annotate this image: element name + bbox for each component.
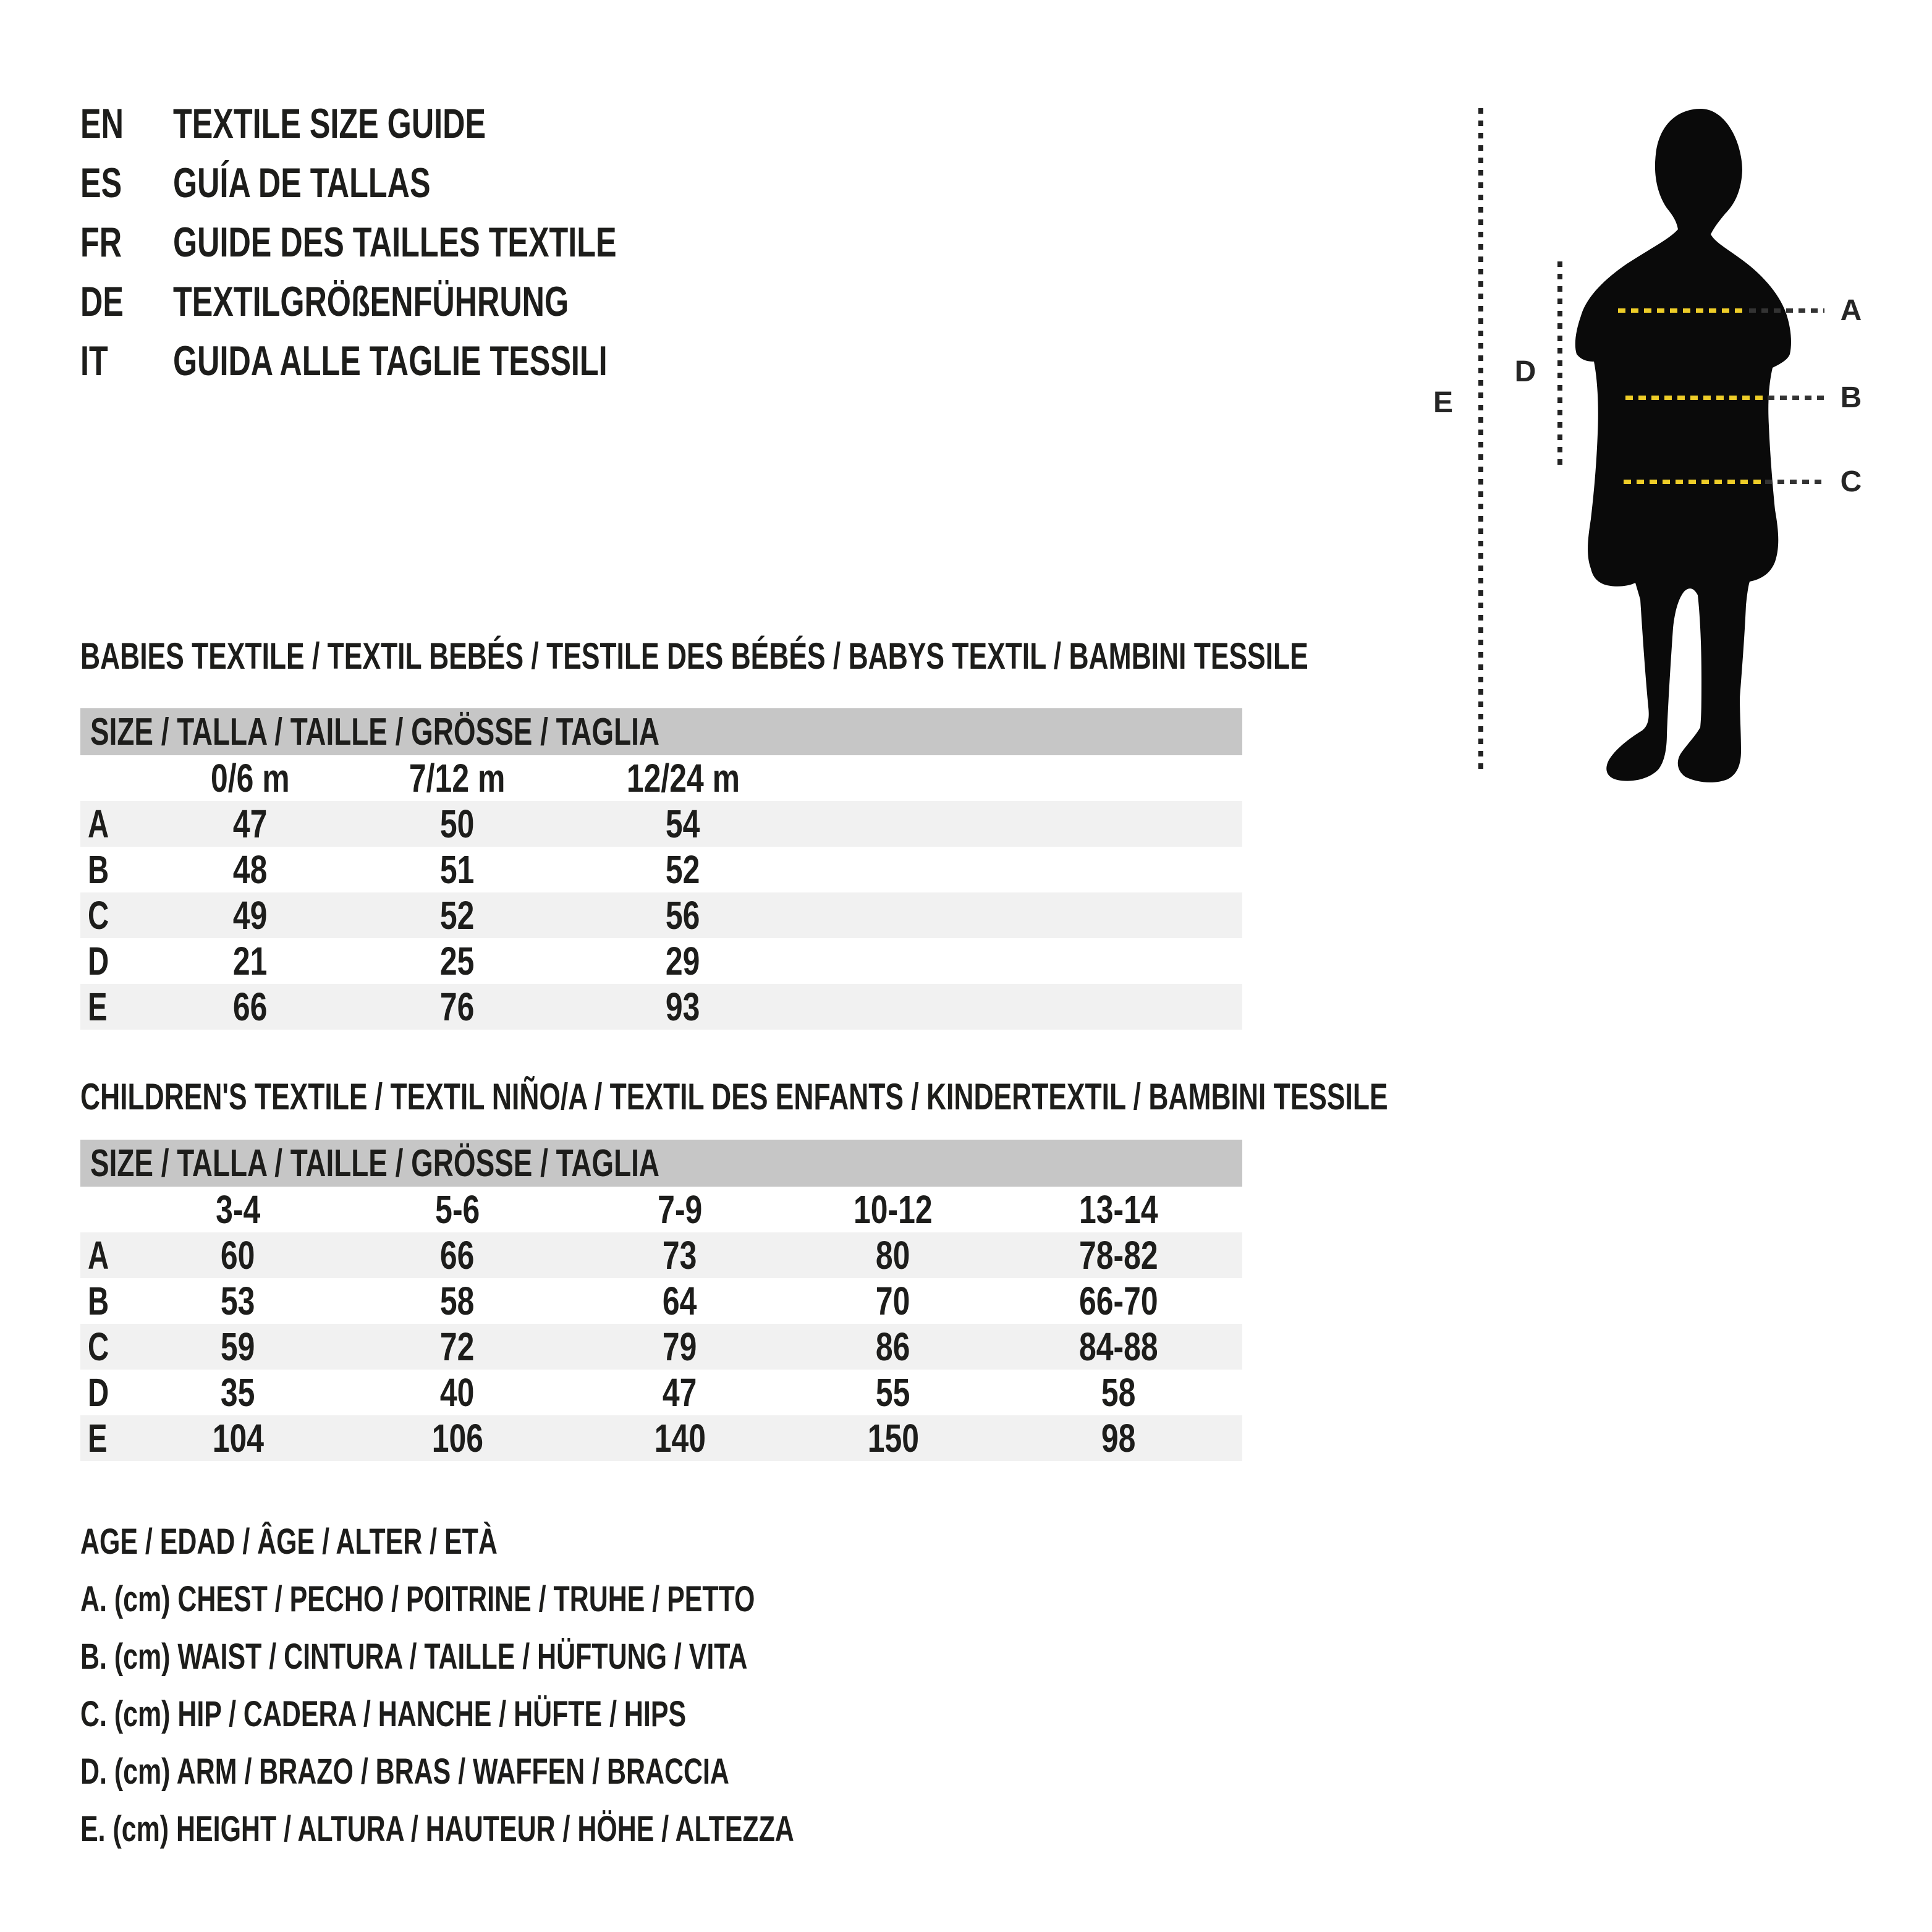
cell-value: 66	[440, 1233, 475, 1277]
language-row-es	[80, 153, 773, 213]
legend-age: AGE / EDAD / ÂGE / ALTER / ETÀ	[80, 1522, 498, 1562]
babies-column-0-6m: 0/6 m	[211, 756, 290, 800]
language-row-de	[80, 272, 773, 331]
babies-row-height	[80, 984, 1242, 1030]
cell-value: 78-82	[1079, 1233, 1158, 1277]
children-section-title: CHILDREN'S TEXTILE / TEXTIL NIÑO/A / TEXTIL DES ENFANTS / KINDERTEXTIL / BAMBINI TESSILE	[80, 1076, 1388, 1117]
cell-value: 140	[654, 1416, 706, 1460]
guide-title-es: GUÍA DE TALLAS	[173, 159, 431, 206]
children-column-5-6: 5-6	[434, 1187, 480, 1232]
cell-value: 59	[221, 1324, 255, 1369]
cell-value: 73	[663, 1233, 697, 1277]
cell-value: 49	[233, 893, 268, 938]
cell-value: 76	[440, 985, 475, 1029]
babies-column-12-24m: 12/24 m	[626, 756, 740, 800]
chest-measure-dash-yellow	[1618, 308, 1743, 313]
cell-value: 52	[666, 847, 700, 892]
row-label: E	[88, 985, 108, 1029]
children-column-header-row	[80, 1187, 1242, 1232]
babies-size-header-band: SIZE / TALLA / TAILLE / GRÖSSE / TAGLIA	[80, 708, 1242, 755]
figure-label-hip: C	[1840, 465, 1862, 498]
cell-value: 40	[440, 1370, 475, 1415]
children-column-7-9: 7-9	[657, 1187, 703, 1232]
cell-value: 50	[440, 802, 475, 846]
language-row-en	[80, 94, 773, 153]
row-label: C	[88, 1324, 109, 1369]
cell-value: 25	[440, 939, 475, 983]
legend-arm: D. (cm) ARM / BRAZO / BRAS / WAFFEN / BRACCIA	[80, 1752, 729, 1792]
guide-title-it: GUIDA ALLE TAGLIE TESSILI	[173, 337, 608, 384]
chest-measure-dash-dark	[1749, 308, 1824, 313]
cell-value: 104	[212, 1416, 264, 1460]
guide-title-en: TEXTILE SIZE GUIDE	[173, 100, 486, 147]
cell-value: 80	[876, 1233, 910, 1277]
language-row-fr	[80, 213, 773, 272]
cell-value: 53	[221, 1279, 255, 1323]
children-row-height	[80, 1415, 1242, 1461]
babies-row-chest	[80, 801, 1242, 847]
cell-value: 47	[663, 1370, 697, 1415]
figure-label-height: E	[1433, 386, 1453, 419]
cell-value: 98	[1101, 1416, 1136, 1460]
cell-value: 35	[221, 1370, 255, 1415]
hip-measure-dash-dark	[1765, 480, 1824, 484]
children-column-10-12: 10-12	[854, 1187, 933, 1232]
children-row-arm	[80, 1370, 1242, 1415]
language-code-es: ES	[80, 159, 122, 206]
children-row-hip	[80, 1324, 1242, 1370]
cell-value: 48	[233, 847, 268, 892]
cell-value: 93	[666, 985, 700, 1029]
cell-value: 150	[867, 1416, 919, 1460]
cell-value: 21	[233, 939, 268, 983]
row-label: A	[88, 1233, 109, 1277]
cell-value: 47	[233, 802, 268, 846]
cell-value: 51	[440, 847, 475, 892]
row-label: D	[88, 1370, 109, 1415]
children-column-13-14: 13-14	[1079, 1187, 1158, 1232]
row-label: B	[88, 1279, 109, 1323]
cell-value: 70	[876, 1279, 910, 1323]
language-code-de: DE	[80, 278, 124, 325]
cell-value: 106	[431, 1416, 483, 1460]
cell-value: 29	[666, 939, 700, 983]
measurement-legend	[80, 1513, 1045, 1858]
waist-measure-dash-yellow	[1625, 396, 1763, 400]
row-label: D	[88, 939, 109, 983]
figure-label-arm: D	[1514, 355, 1536, 388]
legend-waist: B. (cm) WAIST / CINTURA / TAILLE / HÜFTUNG / VITA	[80, 1637, 748, 1677]
cell-value: 84-88	[1079, 1324, 1158, 1369]
cell-value: 66	[233, 985, 268, 1029]
cell-value: 58	[1101, 1370, 1136, 1415]
cell-value: 72	[440, 1324, 475, 1369]
babies-column-header-row	[80, 755, 1242, 801]
cell-value: 79	[663, 1324, 697, 1369]
language-row-it	[80, 331, 773, 391]
children-row-chest	[80, 1232, 1242, 1278]
figure-label-chest: A	[1840, 294, 1862, 327]
children-column-3-4: 3-4	[215, 1187, 261, 1232]
guide-title-fr: GUIDE DES TAILLES TEXTILE	[173, 219, 617, 266]
row-label: A	[88, 802, 109, 846]
cell-value: 64	[663, 1279, 697, 1323]
hip-measure-dash-yellow	[1624, 480, 1761, 484]
guide-title-de: TEXTILGRÖßENFÜHRUNG	[173, 278, 569, 325]
legend-hip: C. (cm) HIP / CADERA / HANCHE / HÜFTE / HIPS	[80, 1694, 687, 1734]
legend-height: E. (cm) HEIGHT / ALTURA / HAUTEUR / HÖHE / ALTEZZA	[80, 1809, 794, 1849]
figure-label-waist: B	[1840, 381, 1862, 414]
babies-row-arm	[80, 938, 1242, 984]
cell-value: 52	[440, 893, 475, 938]
cell-value: 56	[666, 893, 700, 938]
row-label: B	[88, 847, 109, 892]
cell-value: 58	[440, 1279, 475, 1323]
children-row-waist	[80, 1278, 1242, 1324]
babies-column-7-12m: 7/12 m	[409, 756, 506, 800]
cell-value: 60	[221, 1233, 255, 1277]
language-code-en: EN	[80, 100, 124, 147]
language-title-list	[80, 94, 773, 391]
child-silhouette-icon	[1557, 105, 1805, 785]
cell-value: 66-70	[1079, 1279, 1158, 1323]
children-size-header-band: SIZE / TALLA / TAILLE / GRÖSSE / TAGLIA	[80, 1140, 1242, 1187]
cell-value: 54	[666, 802, 700, 846]
babies-row-hip	[80, 892, 1242, 938]
language-code-it: IT	[80, 337, 108, 384]
cell-value: 55	[876, 1370, 910, 1415]
language-code-fr: FR	[80, 219, 122, 266]
babies-section-title: BABIES TEXTILE / TEXTIL BEBÉS / TESTILE DES BÉBÉS / BABYS TEXTIL / BAMBINI TESSILE	[80, 635, 1308, 677]
babies-row-waist	[80, 847, 1242, 892]
cell-value: 86	[876, 1324, 910, 1369]
legend-chest: A. (cm) CHEST / PECHO / POITRINE / TRUHE / PETTO	[80, 1579, 755, 1619]
row-label: E	[88, 1416, 108, 1460]
waist-measure-dash-dark	[1768, 396, 1824, 400]
row-label: C	[88, 893, 109, 938]
